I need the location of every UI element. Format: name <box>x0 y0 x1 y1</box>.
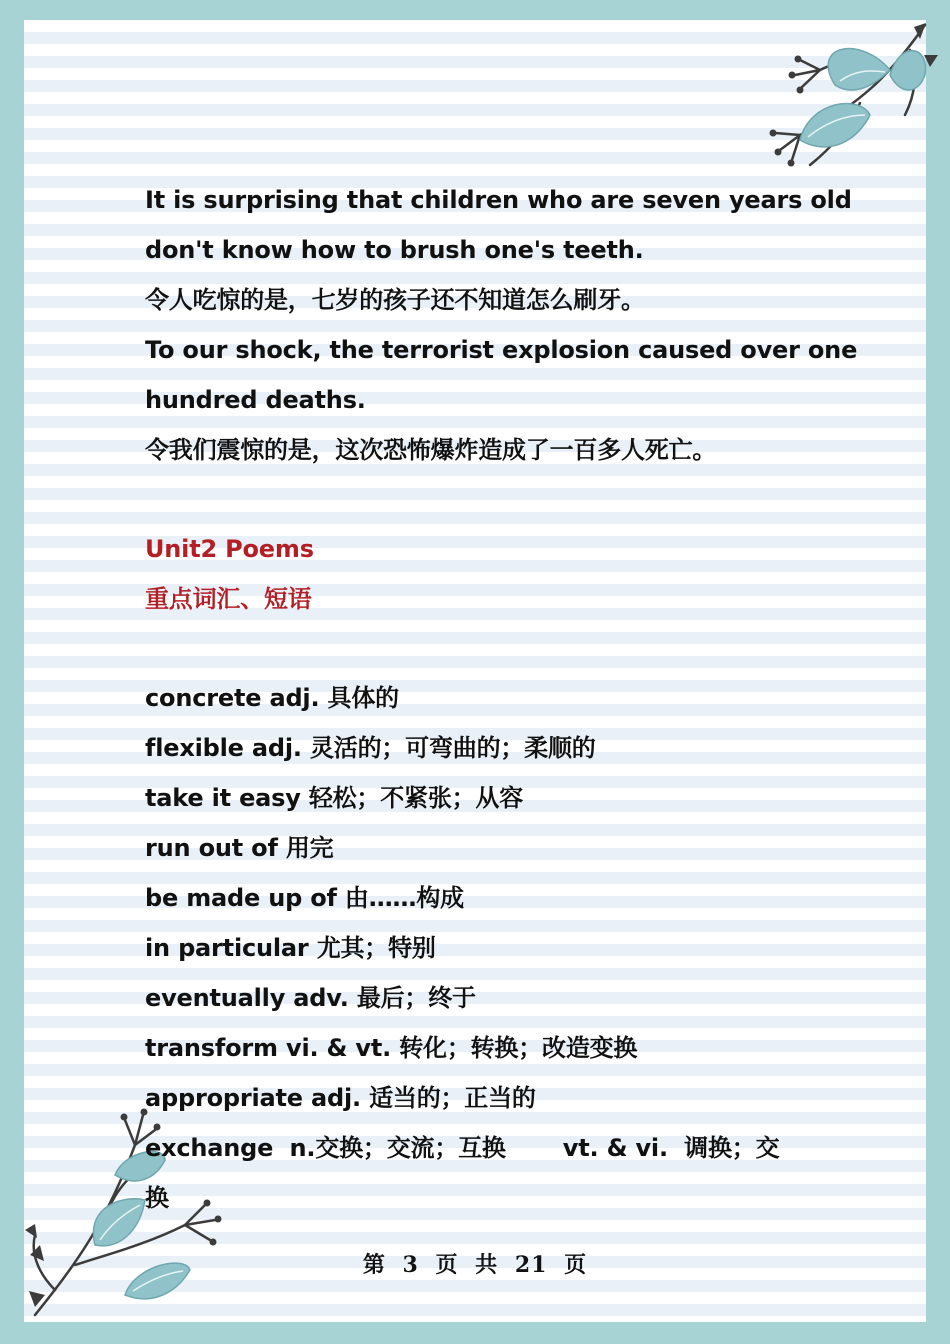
sentence-line: It is surprising that children who are seven years old <box>145 186 852 214</box>
section-title: 重点词汇、短语 <box>145 585 312 613</box>
footer-word: 页 <box>564 1252 588 1278</box>
spacer <box>145 629 845 678</box>
vocab-item: concrete adj. 具体的 <box>145 684 399 712</box>
page-footer <box>0 1248 950 1279</box>
sentence-line: hundred deaths. <box>145 386 366 414</box>
sentence-line: To our shock, the terrorist explosion caused over one <box>145 336 858 364</box>
translation-line: 令人吃惊的是，七岁的孩子还不知道怎么刷牙。 <box>145 286 645 314</box>
spacer <box>145 480 845 529</box>
vocab-item-continuation: 换 <box>145 1184 169 1212</box>
vocab-item: take it easy 轻松；不紧张；从容 <box>145 784 524 812</box>
vocab-item: be made up of 由……构成 <box>145 884 464 912</box>
vocab-item: appropriate adj. 适当的；正当的 <box>145 1084 536 1112</box>
footer-word: 第 <box>362 1252 386 1278</box>
footer-word: 页 <box>435 1252 459 1278</box>
vocab-item: run out of 用完 <box>145 834 334 862</box>
vocab-item: flexible adj. 灵活的；可弯曲的；柔顺的 <box>145 734 596 762</box>
current-page-number: 3 <box>402 1252 419 1278</box>
sentence-line: don't know how to brush one's teeth. <box>145 236 644 264</box>
vocab-item: exchange n.交换；交流；互换 vt. & vi. 调换；交 <box>145 1134 780 1162</box>
translation-line: 令我们震惊的是，这次恐怖爆炸造成了一百多人死亡。 <box>145 436 717 464</box>
vocab-item: transform vi. & vt. 转化；转换；改造变换 <box>145 1034 638 1062</box>
total-page-count: 21 <box>514 1252 548 1278</box>
page-content <box>145 180 858 1228</box>
unit-title: Unit2 Poems <box>145 535 314 563</box>
vocab-item: eventually adv. 最后；终于 <box>145 984 476 1012</box>
leaf-sprig-top-right-icon <box>740 15 940 185</box>
footer-word: 共 <box>475 1252 499 1278</box>
vocab-item: in particular 尤其；特别 <box>145 934 436 962</box>
